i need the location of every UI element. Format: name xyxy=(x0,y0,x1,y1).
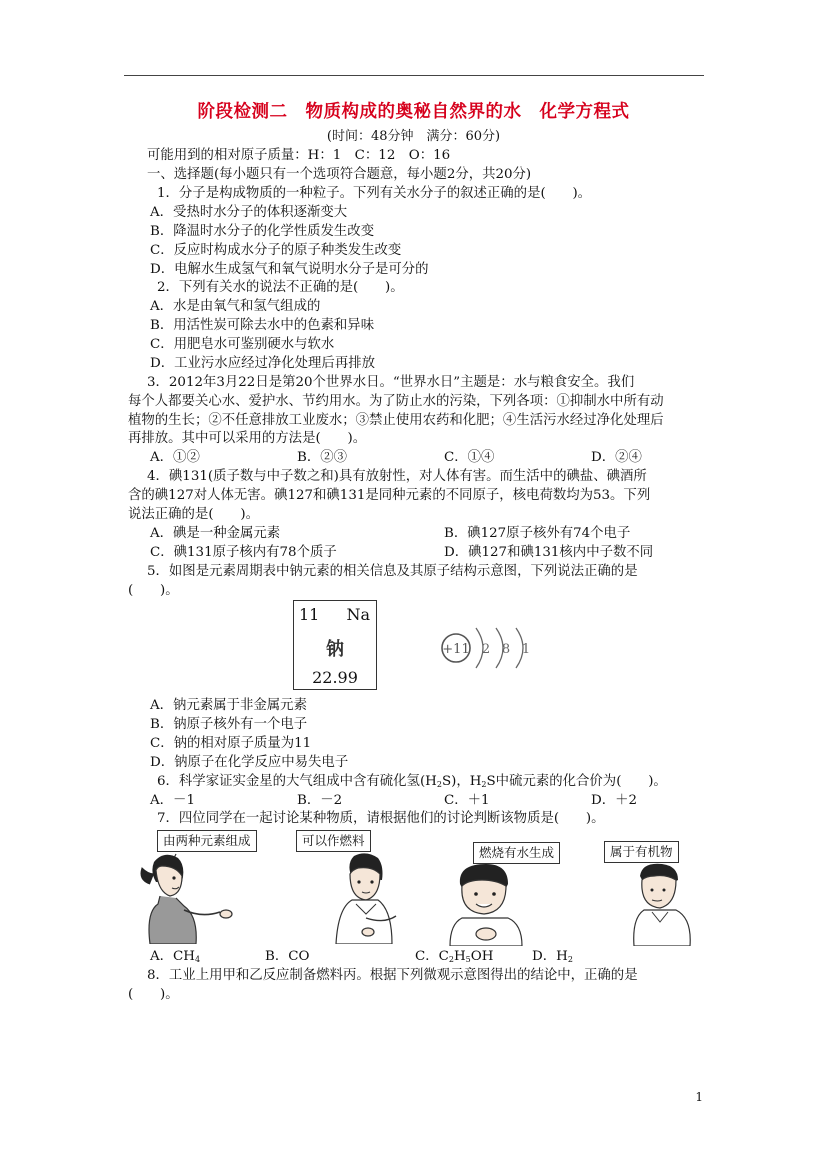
student-boy-2-illustration xyxy=(630,862,696,946)
q8-line1: 8．工业上用甲和乙反应制备燃料丙。根据下列微观示意图得出的结论中，正确的是 xyxy=(147,968,638,983)
q6-option-d: D．＋2 xyxy=(591,793,638,808)
student-girl-illustration xyxy=(136,852,236,944)
q7-option-c: C．$C_2H_5OH$ xyxy=(415,949,494,964)
page-title: 阶段检测二 物质构成的奥秘自然界的水 化学方程式 xyxy=(197,102,630,122)
time-info: (时间：48分钟 满分：60分) xyxy=(326,129,501,144)
q1-stem: 1．分子是构成物质的一种粒子。下列有关水分子的叙述正确的是( )。 xyxy=(157,186,592,201)
q8-line2: ( )。 xyxy=(128,987,179,1002)
atomic-mass: 22.99 xyxy=(312,668,358,687)
sodium-element-card xyxy=(293,600,377,690)
q5-option-c: C．钠的相对原子质量为11 xyxy=(150,736,312,751)
q4-line2: 含的碘127对人体无害。碘127和碘131是同种元素的不同原子，核电荷数均为53。下列 xyxy=(128,488,651,503)
speech-bubble-1: 由两种元素组成 xyxy=(157,830,257,852)
q6-option-c: C．＋1 xyxy=(444,793,490,808)
speech-bubble-3: 燃烧有水生成 xyxy=(473,842,560,864)
q3-line3: 植物的生长；②不任意排放工业废水；③禁止使用农药和化肥；④生活污水经过净化处理后 xyxy=(128,413,664,428)
student-boy-illustration xyxy=(326,852,406,944)
q2-option-b: B．用活性炭可除去水中的色素和异味 xyxy=(150,318,375,333)
q1-option-c: C．反应时构成水分子的原子种类发生改变 xyxy=(150,243,402,258)
q5-option-d: D．钠原子在化学反应中易失电子 xyxy=(150,755,349,770)
q5-option-b: B．钠原子核外有一个电子 xyxy=(150,717,308,732)
q1-option-d: D．电解水生成氢气和氧气说明水分子是可分的 xyxy=(150,262,429,277)
shell-electrons-3: 1 xyxy=(521,642,531,657)
q3-line1: 3．2012年3月22日是第20个世界水日。“世界水日”主题是：水与粮食安全。我们 xyxy=(147,375,635,390)
q4-option-c: C．碘131原子核内有78个质子 xyxy=(150,545,337,560)
q7-option-a: A．$CH_4$ xyxy=(150,949,201,964)
q4-line3: 说法正确的是( )。 xyxy=(128,507,259,522)
q3-option-b: B．②③ xyxy=(297,450,348,465)
shell-electrons-1: 2 xyxy=(481,642,491,657)
page-number: 1 xyxy=(695,1090,703,1104)
q5-line2: ( )。 xyxy=(128,583,179,598)
q4-option-a: A．碘是一种金属元素 xyxy=(150,526,281,541)
q5-option-a: A．钠元素属于非金属元素 xyxy=(150,698,307,713)
q5-line1: 5．如图是元素周期表中钠元素的相关信息及其原子结构示意图，下列说法正确的是 xyxy=(147,564,638,579)
q6-stem: 6．科学家证实金星的大气组成中含有硫化氢$(H_2S)$，$H_2S$中硫元素的化合价为( )。 xyxy=(157,774,667,789)
q1-option-b: B．降温时水分子的化学性质发生改变 xyxy=(150,224,375,239)
q3-line2: 每个人都要关心水、爱护水、节约用水。为了防止水的污染，下列各项：①抑制水中所有动 xyxy=(128,394,664,409)
atomic-number: 11 xyxy=(299,605,320,624)
sodium-atom-diagram xyxy=(436,625,536,671)
q3-option-d: D．②④ xyxy=(591,450,642,465)
q2-option-d: D．工业污水应经过净化处理后再排放 xyxy=(150,356,375,371)
element-name: 钠 xyxy=(326,639,344,660)
q7-option-b: B．CO xyxy=(265,949,310,964)
q7-option-d: D．$H_2$ xyxy=(532,949,573,964)
speech-bubble-4: 属于有机物 xyxy=(604,841,679,863)
q6-option-a: A．－1 xyxy=(150,793,195,808)
q4-line1: 4．碘131(质子数与中子数之和)具有放射性，对人体有害。而生活中的碘盐、碘酒所 xyxy=(147,469,647,484)
q4-option-d: D．碘127和碘131核内中子数不同 xyxy=(444,545,654,560)
speech-bubble-2: 可以作燃料 xyxy=(296,830,371,852)
header-rule xyxy=(124,75,704,76)
atomic-masses: 可能用到的相对原子质量：H：1 C：12 O：16 xyxy=(147,148,451,163)
section-heading: 一、选择题(每小题只有一个选项符合题意，每小题2分，共20分) xyxy=(147,167,532,182)
q6-option-b: B．－2 xyxy=(297,793,343,808)
shell-electrons-2: 8 xyxy=(501,642,511,657)
q4-option-b: B．碘127原子核外有74个电子 xyxy=(444,526,631,541)
q3-option-a: A．①② xyxy=(150,450,200,465)
element-symbol: Na xyxy=(346,605,370,624)
q2-option-c: C．用肥皂水可鉴别硬水与软水 xyxy=(150,337,335,352)
q3-option-c: C．①④ xyxy=(444,450,495,465)
student-clapping-illustration xyxy=(446,862,530,946)
q2-option-a: A．水是由氧气和氢气组成的 xyxy=(150,299,321,314)
nucleus-charge: +11 xyxy=(442,642,470,657)
q1-option-a: A．受热时水分子的体积逐渐变大 xyxy=(150,205,348,220)
q3-line4: 再排放。其中可以采用的方法是( )。 xyxy=(128,431,367,446)
q7-stem: 7．四位同学在一起讨论某种物质，请根据他们的讨论判断该物质是( )。 xyxy=(157,811,605,826)
q2-stem: 2．下列有关水的说法不正确的是( )。 xyxy=(157,280,404,295)
